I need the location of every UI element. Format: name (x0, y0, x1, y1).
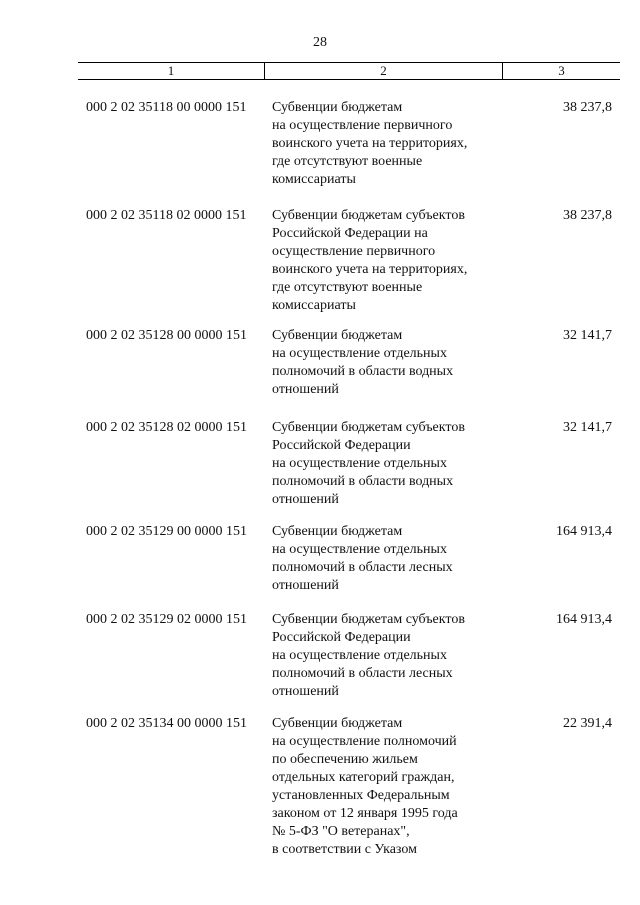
description-line: полномочий в области водных (272, 363, 454, 379)
description (272, 715, 512, 859)
table-row (0, 523, 640, 611)
description-line: на осуществление первичного (272, 118, 453, 133)
budget-code: 000 2 02 35129 02 0000 151 (86, 611, 247, 627)
description (272, 611, 512, 701)
description-line: отношений (272, 577, 339, 593)
description-line: отношений (272, 381, 339, 397)
description-line: Российской Федерации (272, 629, 411, 645)
description-line: Субвенции бюджетам субъектов (272, 611, 465, 627)
description-line: Российской Федерации на (272, 225, 428, 241)
description-line: полномочий в области водных (272, 473, 454, 489)
description-line: комиссариаты (272, 297, 356, 313)
description (272, 523, 512, 595)
description-line: отношений (272, 491, 339, 507)
table-row (0, 327, 640, 419)
description (272, 327, 512, 399)
table-row (0, 99, 640, 207)
budget-code: 000 2 02 35118 02 0000 151 (86, 207, 247, 223)
header-col-2: 2 (265, 63, 503, 79)
description-line: Субвенции бюджетам (272, 715, 403, 731)
description-line: Российской Федерации (272, 437, 411, 453)
description (272, 207, 512, 315)
description-line: отношений (272, 683, 339, 699)
description-line: где отсутствуют военные (272, 279, 423, 295)
description (272, 419, 512, 509)
description-line: Субвенции бюджетам (272, 523, 403, 539)
description-line: комиссариаты (272, 172, 356, 187)
description-line: где отсутствуют военные (272, 154, 423, 169)
page-number: 28 (313, 35, 327, 50)
amount: 22 391,4 (563, 715, 612, 731)
description-line: воинского учета на территориях, (272, 261, 468, 277)
table-row (0, 611, 640, 715)
table-row (0, 419, 640, 523)
description-line: Субвенции бюджетам субъектов (272, 207, 465, 223)
description-line: осуществление первичного (272, 243, 436, 259)
table-row (0, 207, 640, 327)
table-header (78, 62, 620, 80)
description-line: по обеспечению жильем (272, 751, 418, 767)
budget-code: 000 2 02 35128 00 0000 151 (86, 327, 247, 343)
amount: 32 141,7 (563, 419, 612, 435)
description-line: № 5-ФЗ "О ветеранах", (272, 823, 410, 839)
budget-code: 000 2 02 35128 02 0000 151 (86, 419, 247, 435)
description-line: установленных Федеральным (272, 787, 450, 803)
description-line: на осуществление отдельных (272, 345, 447, 361)
description-line: воинского учета на территориях, (272, 136, 468, 151)
description-line: Субвенции бюджетам (272, 327, 403, 343)
description-line: на осуществление отдельных (272, 541, 447, 557)
description-line: Субвенции бюджетам субъектов (272, 419, 465, 435)
amount: 164 913,4 (556, 523, 612, 539)
header-col-1: 1 (78, 63, 265, 79)
budget-code: 000 2 02 35134 00 0000 151 (86, 715, 247, 731)
description-line: полномочий в области лесных (272, 559, 453, 575)
description-line: на осуществление отдельных (272, 647, 447, 663)
description-line: законом от 12 января 1995 года (272, 805, 458, 821)
amount: 38 237,8 (563, 207, 612, 223)
amount: 38 237,8 (563, 100, 612, 115)
description-line: на осуществление отдельных (272, 455, 447, 471)
header-col-3: 3 (558, 63, 565, 78)
description-line: полномочий в области лесных (272, 665, 453, 681)
description-line: в соответствии с Указом (272, 841, 417, 857)
budget-code: 000 2 02 35129 00 0000 151 (86, 523, 247, 539)
description-line: Субвенции бюджетам (272, 100, 403, 115)
budget-code: 000 2 02 35118 00 0000 151 (86, 100, 247, 115)
description (272, 99, 512, 189)
table-body (0, 99, 640, 865)
description-line: на осуществление полномочий (272, 733, 457, 749)
amount: 32 141,7 (563, 327, 612, 343)
amount: 164 913,4 (556, 611, 612, 627)
description-line: отдельных категорий граждан, (272, 769, 455, 785)
table-row (0, 715, 640, 865)
